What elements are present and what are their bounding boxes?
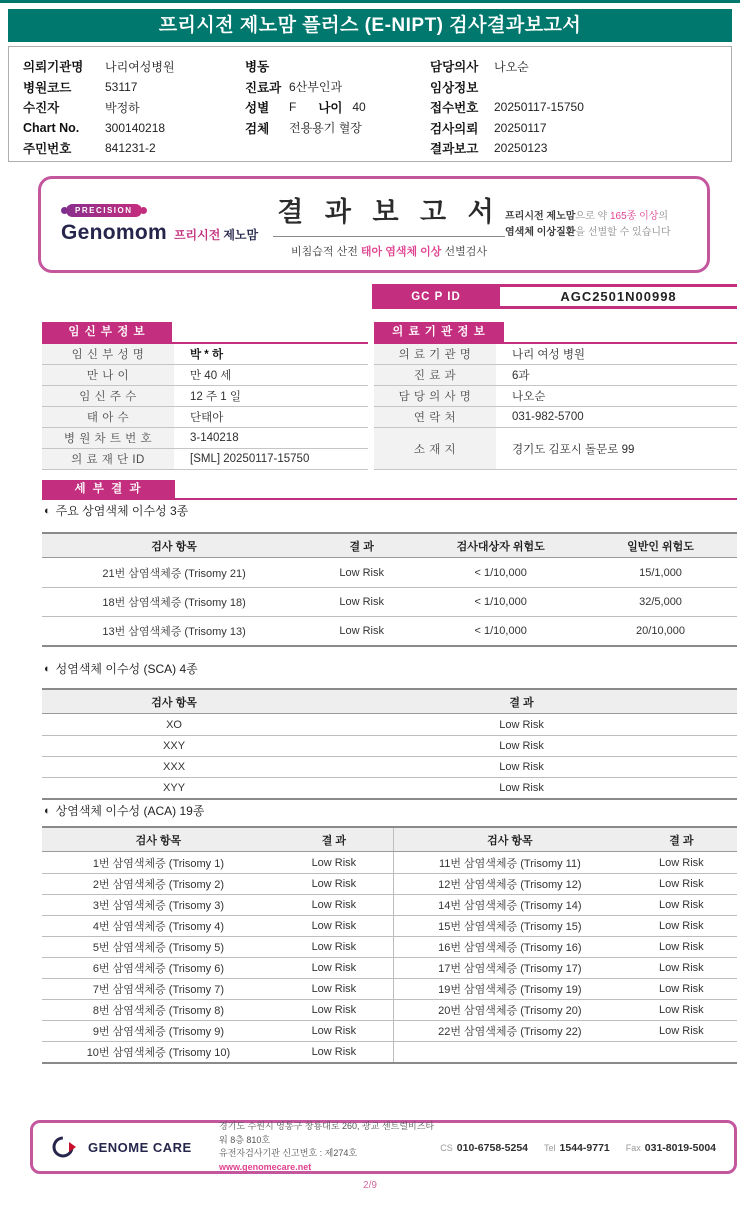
table-row: 18번 삼염색체증 (Trisomy 18) Low Risk < 1/10,000 32/5,000 [42,587,737,616]
tel-number: 1544-9771 [559,1142,610,1154]
field-value: 나리여성병원 [105,59,175,74]
primary-aneuploidy-table [42,532,737,647]
table-row: 의 료 기 관 명 나리 여성 병원 [374,344,737,365]
brand-korean: 제노맘 [223,228,259,242]
field-row [23,77,245,98]
field-label: 검사의뢰 [430,121,479,136]
footer-address-line2: 유전자검사기관 신고번호 : 제274호 [219,1148,358,1158]
half-circle-bullet-icon: ◐ [44,662,51,675]
field-row [23,97,245,118]
table-row: 임 신 주 수 12 주 1 일 [42,386,368,407]
field-label: Chart No. [23,120,80,135]
sca-heading: ◐ 성염색체 이수성 (SCA) 4종 [44,662,198,676]
half-circle-bullet-icon: ◐ [44,504,51,517]
cs-label: CS [440,1143,453,1153]
field-label: 병원코드 [23,80,72,95]
footer-address-line1: 경기도 수원시 영통구 창룡대로 260, 광교 센트럴비즈타워 8층 810호 [219,1121,435,1145]
fax-number: 031-8019-5004 [644,1142,716,1154]
field-row [245,56,430,77]
field-value: 40 [352,100,366,115]
field-label: 임상정보 [430,80,479,95]
field-label: 결과보고 [430,142,479,157]
field-row [245,97,430,118]
table-row: 병 원 차 트 번 호 3-140218 [42,428,368,449]
field-row [430,56,720,77]
table-row: 7번 삼염색체증 (Trisomy 7) Low Risk 19번 삼염색체증 (Trisomy 19) Low Risk [42,978,737,999]
footer-address [219,1120,440,1174]
table-header-row: 검사 항목 결 과 검사대상자 위험도 일반인 위험도 [42,534,737,558]
field-value: 6산부인과 [289,80,343,95]
badge-dot-icon [140,207,147,214]
field-label: 의뢰기관명 [23,60,84,75]
field-row [23,118,245,139]
field-label: 진료과 [245,80,282,95]
gc-p-id-value: AGC2501N00998 [500,284,737,309]
clinic-info-title: 의 료 기 관 정 보 [374,322,504,342]
table-row: 9번 삼염색체증 (Trisomy 9) Low Risk 22번 삼염색체증 (Trisomy 22) Low Risk [42,1020,737,1041]
patient-header-col1 [23,56,245,161]
report-title: 결 과 보 고 서 [277,197,501,227]
result-report-frame [38,176,710,273]
table-row: 10번 삼염색체증 (Trisomy 10) Low Risk [42,1041,737,1062]
table-row: 태 아 수 단태아 [42,407,368,428]
table-row: 소 재 지 경기도 김포시 돌문로 99 [374,428,737,470]
field-value: 20250123 [494,141,548,156]
detail-section-header [42,479,737,500]
table-row: XXX Low Risk [42,756,737,777]
mother-info-title: 임 신 부 정 보 [42,322,172,342]
footer-website-link[interactable]: www.genomecare.net [219,1161,312,1172]
table-row: 6번 삼염색체증 (Trisomy 6) Low Risk 17번 삼염색체증 (Trisomy 17) Low Risk [42,957,737,978]
report-subtitle: 비침습적 산전 태아 염색체 이상 선별검사 [291,246,487,258]
field-label: 성별 [245,101,270,116]
clinic-info-table [374,322,737,470]
field-row [430,118,720,139]
table-row: 2번 삼염색체증 (Trisomy 2) Low Risk 12번 삼염색체증 (Trisomy 12) Low Risk [42,873,737,894]
field-label: 주민번호 [23,142,72,157]
field-row [430,77,720,98]
footer-company-name: GENOME CARE [88,1139,192,1155]
table-header-row: 검사 항목 결 과 [42,690,737,714]
table-row: 5번 삼염색체증 (Trisomy 5) Low Risk 16번 삼염색체증 (Trisomy 16) Low Risk [42,936,737,957]
genome-care-logo-icon [51,1134,81,1160]
mother-info-table [42,322,368,470]
field-label: 수진자 [23,101,60,116]
genome-care-logo [51,1134,219,1160]
patient-header-col2 [245,56,430,161]
table-row: 3번 삼염색체증 (Trisomy 3) Low Risk 14번 삼염색체증 (Trisomy 14) Low Risk [42,894,737,915]
field-label: 병동 [245,60,270,75]
field-value: 841231-2 [105,141,156,156]
table-row: XXY Low Risk [42,735,737,756]
aca-table [42,826,737,1064]
field-value: 300140218 [105,120,166,135]
precision-badge [61,204,273,217]
field-value: 20250117 [494,120,547,135]
footer-contacts [440,1138,716,1156]
table-row: XYY Low Risk [42,777,737,798]
field-value: F [289,100,297,115]
patient-header-col3 [430,56,720,161]
table-row: XO Low Risk [166,718,544,731]
table-row: 13번 삼염색체증 (Trisomy 13) Low Risk < 1/10,000 20/10,000 [42,616,737,645]
table-row: 임 신 부 성 명 박 * 하 [42,344,368,365]
gc-p-id-label: GC P ID [372,284,500,309]
field-value: 박정하 [105,100,140,115]
table-row: 담 당 의 사 명 나오순 [374,386,737,407]
field-row [430,97,720,118]
patient-header [8,46,732,162]
cs-number: 010-6758-5254 [456,1142,529,1154]
field-row [245,138,430,159]
fax-label: Fax [625,1143,641,1153]
field-label: 검체 [245,121,270,136]
table-row: 8번 삼염색체증 (Trisomy 8) Low Risk 20번 삼염색체증 (Trisomy 20) Low Risk [42,999,737,1020]
field-row [245,77,430,98]
brand-korean-accent: 프리시전 [173,228,221,242]
table-row: 의 료 재 단 ID [SML] 20250117-15750 [42,449,368,470]
page-number: 2/9 [363,1180,377,1191]
half-circle-bullet-icon: ◐ [44,804,51,817]
primary-aneuploidy-heading: ◐ 주요 상염색체 이수성 3종 [44,504,189,518]
field-label: 나이 [318,101,343,116]
field-label: 담당의사 [430,60,479,75]
table-row: 21번 삼염색체증 (Trisomy 21) Low Risk < 1/10,000 15/1,000 [102,566,682,580]
table-row: 연 락 처 031-982-5700 [374,407,737,428]
page-title: 프리시전 제노맘 플러스 (E-NIPT) 검사결과보고서 [8,9,732,42]
sca-table [42,688,737,800]
top-accent-strip [0,0,740,3]
report-description: 프리시전 제노맘으로 약 165종 이상의 염색체 이상질환을 선별할 수 있습니다 [505,211,671,238]
table-row: 만 나 이 만 40 세 [42,365,368,386]
tel-label: Tel [544,1143,556,1153]
genomom-logo [61,204,273,245]
detail-section-title: 세 부 결 과 [42,480,175,499]
field-row [430,138,720,159]
field-value: 20250117-15750 [494,100,584,115]
gc-p-id [372,284,737,309]
field-value: 53117 [105,79,138,94]
aca-heading: ◐ 상염색체 이수성 (ACA) 19종 [44,804,205,818]
table-header-row: 검사 항목 결 과 검사 항목 결 과 [42,828,737,852]
table-row: 4번 삼염색체증 (Trisomy 4) Low Risk 15번 삼염색체증 (Trisomy 15) Low Risk [42,915,737,936]
badge-label: PRECISION [66,204,142,217]
table-row: 진 료 과 6과 [374,365,737,386]
field-row [245,118,430,139]
field-value: 나오순 [494,59,529,74]
footer [30,1120,737,1174]
field-label: 접수번호 [430,101,479,116]
report-title-block [273,190,505,259]
brand-wordmark: Genomom [61,221,167,244]
field-value: 전용용기 혈장 [289,121,362,136]
field-row [23,56,245,77]
field-row [23,138,245,159]
table-row: 1번 삼염색체증 (Trisomy 1) Low Risk 11번 삼염색체증 (Trisomy 11) Low Risk [42,852,737,873]
